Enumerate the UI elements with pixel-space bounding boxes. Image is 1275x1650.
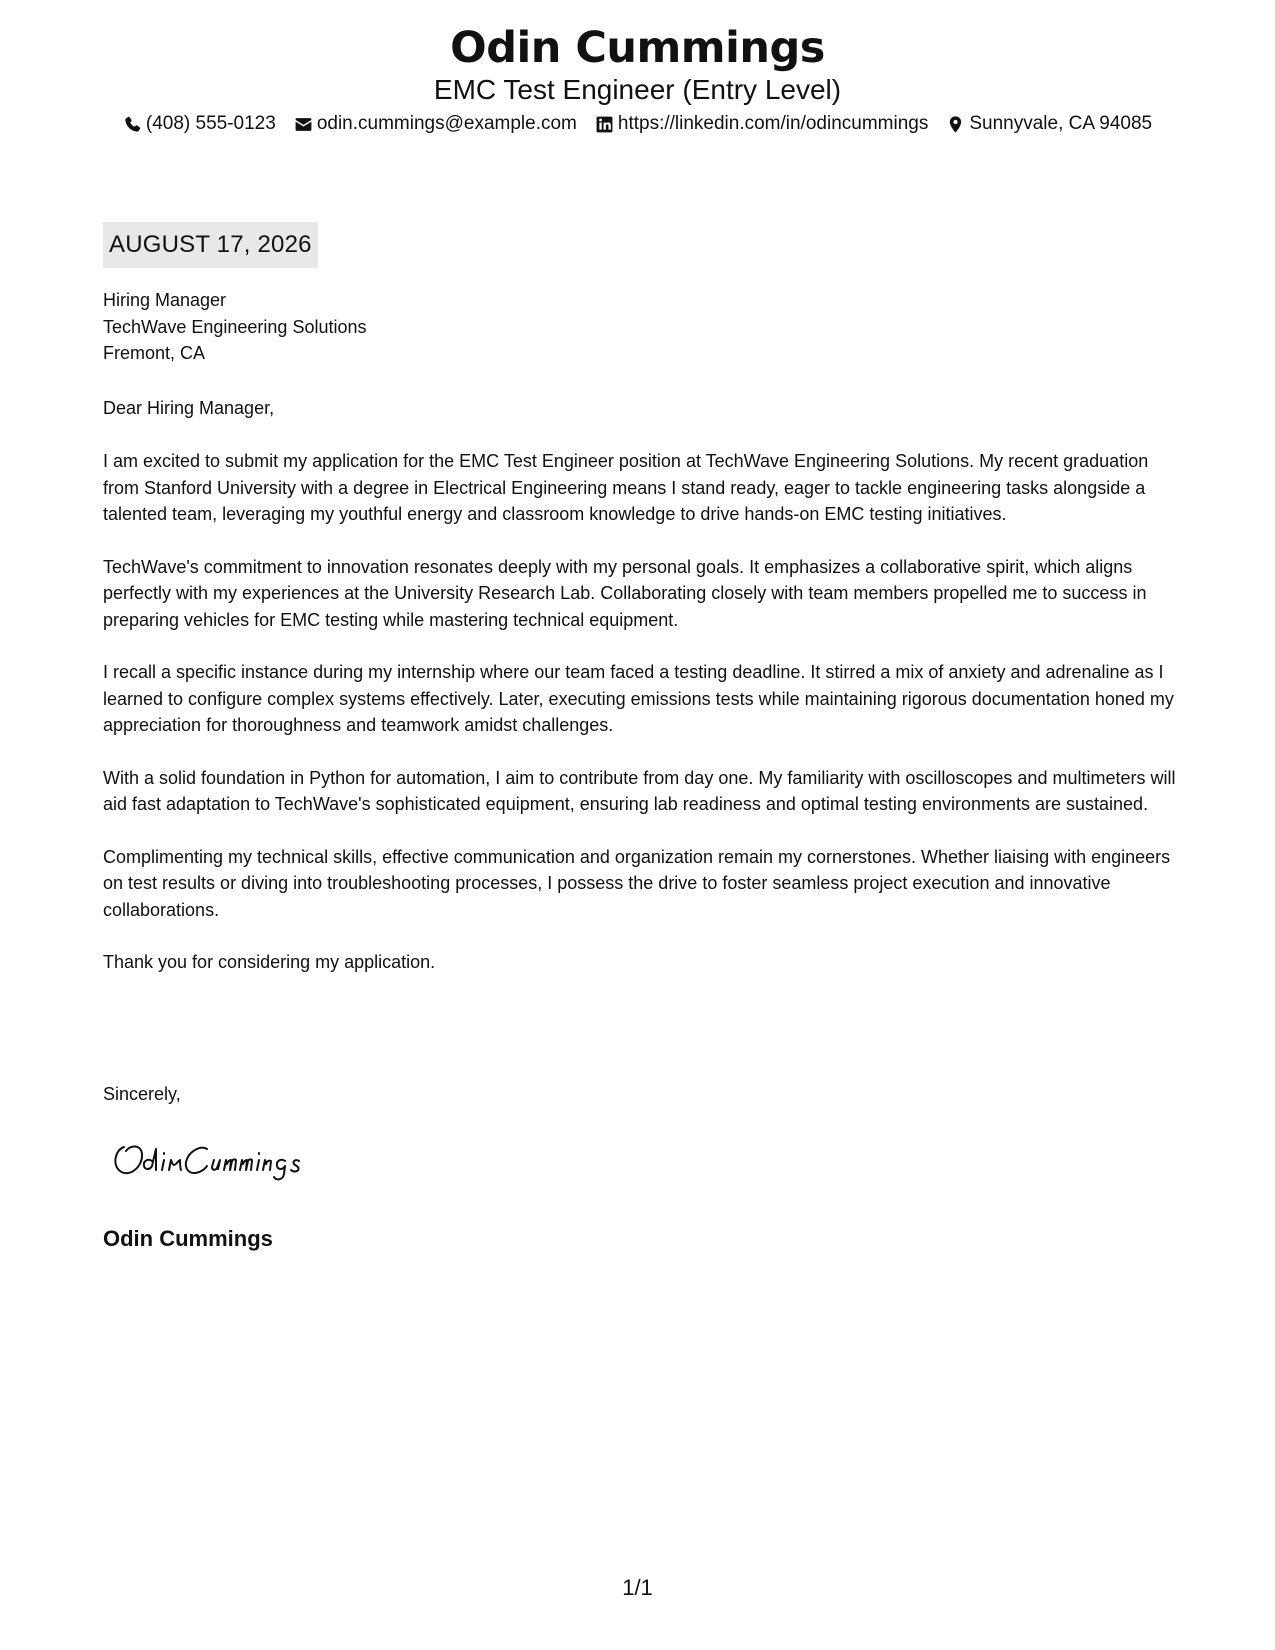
linkedin-text: https://linkedin.com/in/odincummings	[617, 113, 929, 134]
body-paragraph: Complimenting my technical skills, effective communication and organization remain my cornerstones. Whether liaising with engineers on test results or diving into troubleshooting processes, I possess the drive to foster seamless project execution and innovative collaborations.	[103, 846, 1171, 920]
phone-icon	[123, 115, 142, 134]
applicant-name: Odin Cummings	[450, 23, 825, 73]
linkedin-icon	[595, 115, 614, 134]
contact-phone	[123, 111, 276, 137]
body-paragraph: TechWave's commitment to innovation resonates deeply with my personal goals. It emphasizes a collaborative spirit, which aligns perfectly with my experiences at the University Research Lab. Collaborating closely with team members propelled me to success in preparing vehicles for EMC testing while mastering technical equipment.	[103, 556, 1147, 630]
phone-text: (408) 555-0123	[145, 113, 276, 134]
contact-linkedin	[595, 111, 928, 137]
location-text: Sunnyvale, CA 94085	[969, 113, 1153, 134]
recipient-block	[103, 287, 1183, 367]
signature-image	[108, 1130, 368, 1190]
page-number: 1/1	[622, 1575, 653, 1600]
body-paragraph: I recall a specific instance during my internship where our team faced a testing deadline. It stirred a mix of anxiety and adrenaline as I learned to configure complex systems effectively. Later, executing emissions tests while maintaining rigorous documentation honed my appreciation for thoroughness and teamwork amidst challenges.	[103, 662, 1174, 735]
map-pin-icon	[946, 115, 965, 134]
letter-date: AUGUST 17, 2026	[103, 222, 318, 268]
greeting: Dear Hiring Manager,	[103, 398, 275, 418]
envelope-icon	[294, 115, 313, 134]
letter-body	[103, 448, 1183, 1002]
body-paragraph: I am excited to submit my application for the EMC Test Engineer position at TechWave Engineering Solutions. My recent graduation from Stanford University with a degree in Electrical Engineering means I stand ready, eager to tackle engineering tasks alongside a talented team, leveraging my youthful energy and classroom knowledge to drive hands-on EMC testing initiatives.	[103, 451, 1149, 524]
contact-info	[0, 111, 1275, 137]
body-paragraph: Thank you for considering my application.	[103, 952, 436, 972]
email-text: odin.cummings@example.com	[316, 113, 577, 134]
contact-location	[946, 111, 1152, 137]
contact-email	[294, 111, 577, 137]
job-title: EMC Test Engineer (Entry Level)	[433, 74, 842, 105]
recipient-line: Hiring Manager	[103, 290, 227, 310]
signer-name: Odin Cummings	[103, 1226, 273, 1251]
closing: Sincerely,	[103, 1084, 181, 1104]
body-paragraph: With a solid foundation in Python for automation, I aim to contribute from day one. My familiarity with oscilloscopes and multimeters will aid fast adaptation to TechWave's sophisticated equipment, ensuring lab readiness and optimal testing environments are sustained.	[103, 767, 1176, 814]
recipient-line: TechWave Engineering Solutions	[103, 316, 367, 337]
recipient-line: Fremont, CA	[103, 343, 206, 363]
letter-header	[0, 20, 1275, 106]
